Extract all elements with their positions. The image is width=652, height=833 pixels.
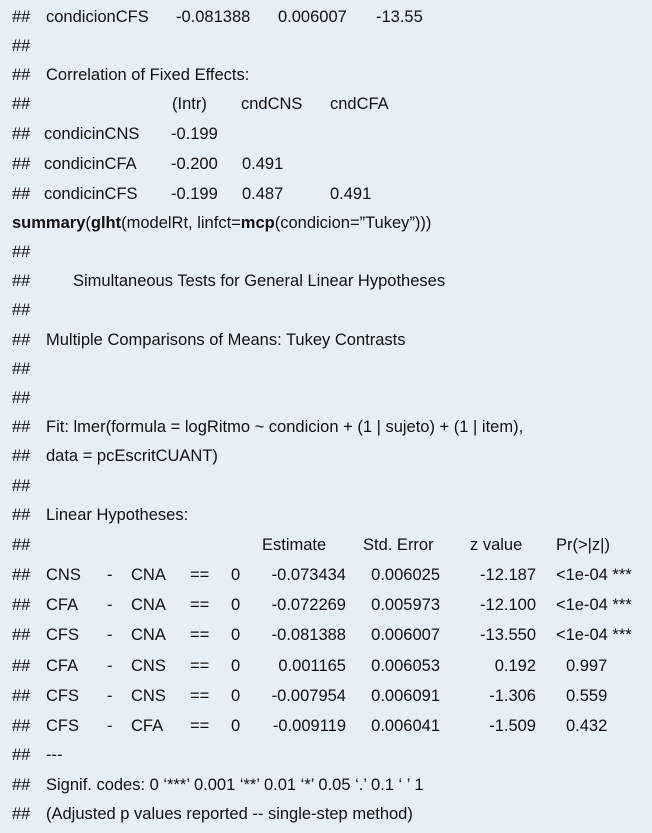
z-value: -1.306 [489, 687, 536, 705]
p-value: <1e-04 *** [556, 566, 632, 584]
comment-prefix: ## [12, 506, 31, 524]
header-p-value: Pr(>|z|) [556, 536, 610, 554]
contrast-right: CNA [131, 596, 166, 614]
comment-prefix: ## [12, 301, 31, 319]
contrast-minus: - [107, 717, 113, 735]
comment-prefix: ## [12, 185, 31, 203]
contrast-zero: 0 [231, 657, 241, 675]
comment-prefix: ## [12, 776, 31, 794]
estimate-value: -0.009119 [272, 717, 346, 735]
header-estimate: Estimate [262, 536, 327, 554]
contrast-right: CFA [131, 717, 164, 735]
comment-prefix: ## [12, 596, 31, 614]
correlation-cell: -0.199 [171, 185, 218, 203]
comment-prefix: ## [12, 155, 31, 173]
comment-prefix: ## [12, 95, 31, 113]
contrast-minus: - [107, 657, 113, 675]
estimate-value: -0.081388 [271, 626, 346, 644]
correlation-row-label: condicinCFS [44, 185, 138, 203]
t-value: -13.55 [376, 8, 423, 26]
fit-data: data = pcEscritCUANT) [46, 447, 218, 465]
comment-prefix: ## [12, 66, 31, 84]
estimate-value: -0.073434 [271, 566, 346, 584]
comment-prefix: ## [12, 389, 31, 407]
correlation-header-cndcfa: cndCFA [330, 95, 389, 113]
correlation-row-label: condicinCNS [44, 125, 140, 143]
comment-prefix: ## [12, 717, 31, 735]
adjusted-note: (Adjusted p values reported -- single-step method) [46, 805, 413, 823]
hypotheses-title: Linear Hypotheses: [46, 506, 189, 524]
comment-prefix: ## [12, 272, 31, 290]
z-value: -1.509 [489, 717, 536, 735]
contrast-minus: - [107, 566, 113, 584]
contrast-left: CFS [46, 717, 79, 735]
std-error-value: 0.006053 [371, 657, 440, 675]
fn-glht: glht [90, 214, 122, 232]
comment-prefix: ## [12, 331, 31, 349]
std-error-value: 0.006091 [371, 687, 440, 705]
correlation-cell: -0.199 [171, 125, 218, 143]
comment-prefix: ## [12, 360, 31, 378]
contrast-minus: - [107, 626, 113, 644]
comment-prefix: ## [12, 243, 31, 261]
comment-prefix: ## [12, 626, 31, 644]
correlation-header-cndcns: cndCNS [241, 95, 303, 113]
std-error-value: 0.006025 [371, 566, 440, 584]
std-error-value: 0.005973 [371, 596, 440, 614]
contrast-eq: == [190, 566, 210, 584]
header-z-value: z value [470, 536, 523, 554]
comment-prefix: ## [12, 746, 31, 764]
contrast-left: CFS [46, 687, 79, 705]
correlation-cell: -0.200 [171, 155, 218, 173]
contrast-left: CFA [46, 657, 79, 675]
command-text [12, 208, 431, 238]
estimate-value: -0.072269 [271, 596, 346, 614]
estimate-value: -0.007954 [271, 687, 346, 705]
correlation-cell: 0.487 [242, 185, 284, 203]
contrast-right: CNS [131, 657, 166, 675]
correlation-title: Correlation of Fixed Effects: [46, 66, 250, 84]
p-value: <1e-04 *** [556, 596, 632, 614]
comment-prefix: ## [12, 8, 31, 26]
estimate-value: 0.001165 [278, 657, 346, 675]
paren-open: ( [85, 214, 91, 232]
signif-codes: Signif. codes: 0 ‘***’ 0.001 ‘**’ 0.01 ‘*’ 0.05 ‘.’ 0.1 ‘ ’ 1 [46, 776, 424, 794]
contrast-right: CNA [131, 566, 166, 584]
contrast-eq: == [190, 687, 210, 705]
comment-prefix: ## [12, 805, 31, 823]
contrast-eq: == [190, 717, 210, 735]
z-value: 0.192 [494, 657, 536, 675]
contrast-eq: == [190, 626, 210, 644]
contrast-zero: 0 [231, 566, 241, 584]
comment-prefix: ## [12, 657, 31, 675]
fn-summary: summary [12, 214, 86, 232]
std-error-value: 0.006007 [371, 626, 440, 644]
p-value: <1e-04 *** [556, 626, 632, 644]
contrast-zero: 0 [231, 626, 241, 644]
comment-prefix: ## [12, 447, 31, 465]
separator: --- [46, 746, 63, 764]
header-std-error: Std. Error [363, 536, 434, 554]
glht-title: Simultaneous Tests for General Linear Hypotheses [73, 272, 446, 290]
contrast-eq: == [190, 596, 210, 614]
comment-prefix: ## [12, 687, 31, 705]
p-value: 0.559 [566, 687, 608, 705]
correlation-cell: 0.491 [242, 155, 284, 173]
row-label: condicionCFS [46, 8, 149, 26]
contrast-zero: 0 [231, 596, 241, 614]
p-value: 0.432 [566, 717, 608, 735]
contrast-zero: 0 [231, 687, 241, 705]
correlation-cell: 0.491 [330, 185, 372, 203]
p-value: 0.997 [566, 657, 608, 675]
comment-prefix: ## [12, 536, 31, 554]
contrast-minus: - [107, 596, 113, 614]
estimate-value: -0.081388 [176, 8, 251, 26]
glht-args: (modelRt, linfct= [121, 214, 241, 232]
comment-prefix: ## [12, 566, 31, 584]
contrast-zero: 0 [231, 717, 241, 735]
contrast-left: CFS [46, 626, 79, 644]
mcp-args: (condicion=”Tukey”))) [274, 214, 432, 232]
contrast-minus: - [107, 687, 113, 705]
comment-prefix: ## [12, 37, 31, 55]
correlation-row-label: condicinCFA [44, 155, 137, 173]
comment-prefix: ## [12, 477, 31, 495]
contrast-right: CNS [131, 687, 166, 705]
z-value: -12.187 [480, 566, 536, 584]
contrast-left: CFA [46, 596, 79, 614]
contrast-left: CNS [46, 566, 81, 584]
std-error-value: 0.006041 [371, 717, 440, 735]
comment-prefix: ## [12, 418, 31, 436]
z-value: -12.100 [480, 596, 536, 614]
fit-formula: Fit: lmer(formula = logRitmo ~ condicion + (1 | sujeto) + (1 | item), [46, 418, 524, 436]
contrast-eq: == [190, 657, 210, 675]
comment-prefix: ## [12, 125, 31, 143]
std-error-value: 0.006007 [278, 8, 347, 26]
z-value: -13.550 [480, 626, 536, 644]
glht-subtitle: Multiple Comparisons of Means: Tukey Contrasts [46, 331, 406, 349]
fn-mcp: mcp [240, 214, 275, 232]
contrast-right: CNA [131, 626, 166, 644]
correlation-header-intr: (Intr) [172, 95, 207, 113]
